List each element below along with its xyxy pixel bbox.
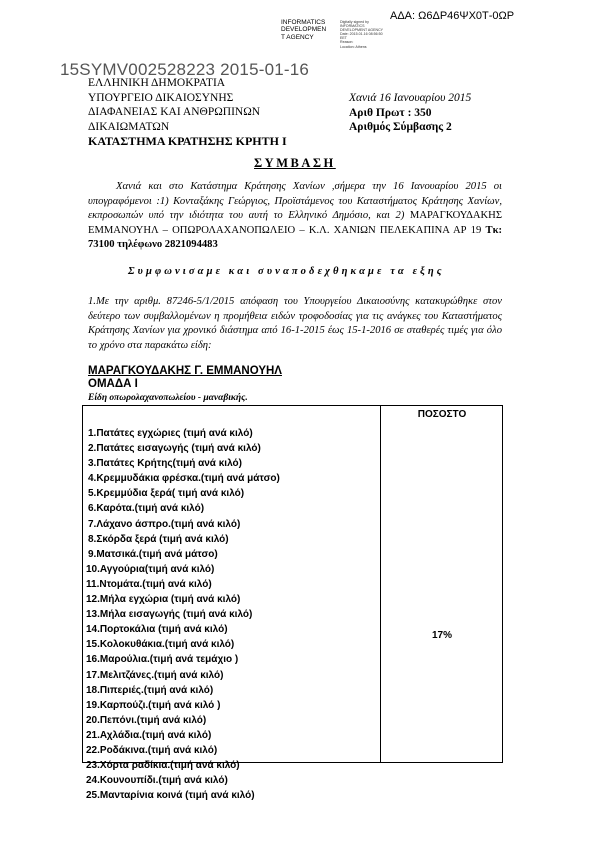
- table-row: 11.Ντομάτα.(τιμή ανά κιλό): [86, 578, 212, 590]
- table-row: 9.Ματσικά.(τιμή ανά μάτσο): [88, 548, 218, 560]
- supplier-address: ΜΑΡΑΓΚΟΥΔΑΚΗΣ ΕΜΜΑΝΟΥΗΛ – ΟΠΩΡΟΛΑΧΑΝΟΠΩΛΕΙΟ – Κ.Λ. ΧΑΝΙΩΝ ΠΕΛΕΚΑΠΙΝΑ ΑΡ 19: [88, 210, 502, 236]
- table-row: 20.Πεπόνι.(τιμή ανά κιλό): [86, 714, 207, 726]
- signature-detail-line: Location: Athens: [340, 44, 367, 49]
- table-row: 2.Πατάτες εισαγωγής (τιμή ανά κιλό): [88, 443, 261, 455]
- table-row: 8.Σκόρδα ξερά (τιμή ανά κιλό): [88, 533, 229, 545]
- table-row: 12.Μήλα εγχώρια (τιμή ανά κιλό): [86, 594, 241, 606]
- table-row: 17.Μελιτζάνες.(τιμή ανά κιλό): [86, 669, 224, 681]
- table-row: 3.Πατάτες Κρήτης(τιμή ανά κιλό): [88, 458, 242, 470]
- document-date: Χανιά 16 Ιανουαρίου 2015: [349, 92, 472, 104]
- table-row: 5.Κρεμμύδια ξερά( τιμή ανά κιλό): [88, 488, 245, 500]
- items-table: [82, 405, 503, 802]
- table-row: 24.Κουνουπίδι.(τιμή ανά κιλό): [86, 775, 228, 787]
- table-row: 14.Πορτοκάλια (τιμή ανά κιλό): [86, 624, 228, 636]
- contract-number: Αριθμός Σύμβασης 2: [349, 121, 452, 133]
- document-meta: [349, 91, 471, 135]
- contract-intro-paragraph: [88, 180, 502, 253]
- table-row: 1.Πατάτες εγχώριες (τιμή ανά κιλό): [88, 428, 253, 439]
- ada-code: ΑΔΑ: Ω6ΔΡ46ΨΧ0Τ-0ΩΡ: [390, 10, 515, 22]
- authority-line: ΥΠΟΥΡΓΕΙΟ ΔΙΚΑΙΟΣΥΝΗΣ: [88, 91, 234, 104]
- items-list: [86, 426, 280, 803]
- table-row: 23.Χόρτα ραδίκια.(τιμή ανά κιλό): [86, 760, 240, 772]
- authority-header: [88, 76, 287, 149]
- table-row: 25.Μανταρίνια κοινά (τιμή ανά κιλό): [86, 790, 255, 802]
- authority-line: ΔΙΚΑΙΩΜΑΤΩΝ: [88, 120, 170, 133]
- authority-line: ΔΙΑΦΑΝΕΙΑΣ ΚΑΙ ΑΝΘΡΩΠΙΝΩΝ: [88, 106, 261, 118]
- authority-line: ΕΛΛΗΝΙΚΗ ΔΗΜΟΚΡΑΤΙΑ: [88, 77, 226, 89]
- signature-detail-line: Digitally signed by: [340, 20, 369, 24]
- registry-stamp: 15SYMV002528223 2015-01-16: [60, 60, 310, 79]
- signature-detail-line: INFORMATICS: [340, 24, 365, 29]
- table-row: 15.Κολοκυθάκια.(τιμή ανά κιλό): [86, 639, 235, 651]
- percentage-header: ΠΟΣΟΣΤΟ: [417, 409, 467, 420]
- supplier-name: ΜΑΡΑΓΚΟΥΔΑΚΗΣ Γ. ΕΜΜΑΝΟΥΗΛ: [88, 365, 282, 377]
- table-row: 13.Μήλα εισαγωγής (τιμή ανά κιλό): [86, 609, 253, 621]
- category-label: Είδη οπωρολαχανοπωλείου - μαναβικής.: [88, 393, 248, 403]
- signature-detail-line: Reason:: [340, 40, 354, 45]
- table-row: 21.Αχλάδια.(τιμή ανά κιλό): [86, 729, 212, 741]
- table-row: 4.Κρεμμυδάκια φρέσκα.(τιμή ανά μάτσο): [88, 473, 280, 485]
- intro-text: Χανιά και στο Κατάστημα Κράτησης Χανίων ,σήμερα την 16 Ιανουαρίου 2015 οι υπογραφόμενοι :1) Κονταξάκης Γεώργιος, Προϊστάμενος του Καταστήματος Κράτησης Χανίων, εκπροσωπών υπό την ιδιότητα του αυτή το Ελληνικό Δημόσιο, και 2): [88, 181, 502, 221]
- signature-detail-line: Date: 2015.01.16 08:56:50: [340, 32, 383, 37]
- document-title: ΣΥΜΒΑΣΗ: [254, 156, 336, 170]
- table-row: 7.Λάχανο άσπρο.(τιμή ανά κιλό): [88, 518, 241, 530]
- agreement-heading: Συμφωνισαμε και συναποδεχθηκαμε τα εξης: [128, 266, 445, 277]
- percentage-value: 17%: [431, 630, 452, 641]
- award-paragraph: 1.Με την αριθμ. 87246-5/1/2015 απόφαση του Υπουργείου Δικαιοσύνης κατακυρώθηκε στον δεύτερο των συμβαλλομένων η προμήθεια ειδών τροφοδοσίας για τις ανάγκες του Καταστήματος Κράτησης Χανίων για χρονικό διάστημα από 16-1-2015 έως 15-1-2016 σε σταθερές τιμές για όλο το χρόνο στα παρακάτω είδη:: [88, 296, 502, 351]
- digital-signature-details: [340, 20, 383, 49]
- signature-line: T AGENCY: [281, 33, 314, 41]
- table-row: 6.Καρότα.(τιμή ανά κιλό): [88, 503, 205, 515]
- signature-detail-line: EET: [340, 36, 347, 41]
- table-column-divider: [380, 406, 381, 762]
- institution-name: ΚΑΤΑΣΤΗΜΑ ΚΡΑΤΗΣΗΣ ΚΡΗΤΗ Ι: [88, 134, 287, 148]
- table-row: 18.Πιπεριές.(τιμή ανά κιλό): [86, 684, 214, 696]
- signature-line: INFORMATICS: [281, 19, 326, 26]
- protocol-number: Αριθ Πρωτ : 350: [349, 106, 432, 119]
- table-row: 10.Αγγούρια(τιμή ανά κιλό): [86, 563, 215, 575]
- signature-detail-line: DEVELOPMENT AGENCY: [340, 28, 384, 33]
- table-row: 19.Καρπούζι.(τιμή ανά κιλό ): [86, 699, 221, 711]
- table-row: 16.Μαρούλια.(τιμή ανά τεμάχιο ): [86, 654, 239, 666]
- table-row: 22.Ροδάκινα.(τιμή ανά κιλό): [86, 744, 218, 756]
- signature-line: DEVELOPMEN: [281, 26, 327, 34]
- group-label: ΟΜΑΔΑ Ι: [88, 378, 138, 390]
- supplier-contact: Τκ: 73100 τηλέφωνο 2821094483: [88, 224, 502, 250]
- digital-signature-label: [281, 19, 326, 41]
